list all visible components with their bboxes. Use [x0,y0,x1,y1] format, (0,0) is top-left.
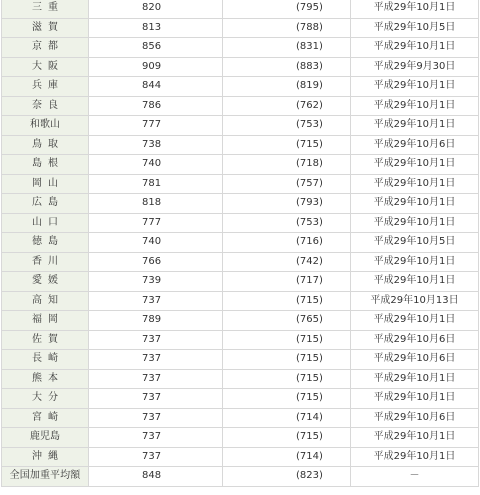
prefecture-cell: 大阪 [2,57,89,77]
prefecture-cell: 愛媛 [2,272,89,292]
wage-cell: 737 [89,447,223,467]
effective-date-cell: 平成29年10月1日 [351,194,479,214]
table-row [2,330,479,350]
effective-date-cell: － [351,467,479,487]
effective-date-cell: 平成29年10月1日 [351,77,479,97]
effective-date-cell: 平成29年10月5日 [351,233,479,253]
effective-date-cell: 平成29年10月1日 [351,389,479,409]
effective-date-cell: 平成29年10月6日 [351,330,479,350]
prefecture-cell: 滋賀 [2,18,89,38]
minimum-wage-table [1,0,479,487]
previous-wage-cell: (715) [223,428,351,448]
prefecture-cell: 鳥取 [2,135,89,155]
table-row [2,77,479,97]
previous-wage-cell: (883) [223,57,351,77]
wage-cell: 820 [89,0,223,18]
prefecture-cell: 長崎 [2,350,89,370]
prefecture-cell: 沖縄 [2,447,89,467]
prefecture-cell: 山口 [2,213,89,233]
wage-cell: 737 [89,389,223,409]
table-row [2,272,479,292]
effective-date-cell: 平成29年9月30日 [351,57,479,77]
previous-wage-cell: (716) [223,233,351,253]
previous-wage-cell: (795) [223,0,351,18]
effective-date-cell: 平成29年10月1日 [351,311,479,331]
prefecture-cell: 高知 [2,291,89,311]
table-row [2,155,479,175]
wage-cell: 737 [89,350,223,370]
wage-cell: 740 [89,233,223,253]
effective-date-cell: 平成29年10月1日 [351,369,479,389]
effective-date-cell: 平成29年10月6日 [351,350,479,370]
wage-cell: 848 [89,467,223,487]
effective-date-cell: 平成29年10月1日 [351,213,479,233]
table-row [2,96,479,116]
wage-cell: 856 [89,38,223,58]
prefecture-cell: 香川 [2,252,89,272]
prefecture-cell: 三重 [2,0,89,18]
effective-date-cell: 平成29年10月1日 [351,116,479,136]
table-row [2,0,479,18]
previous-wage-cell: (819) [223,77,351,97]
table-row [2,135,479,155]
wage-cell: 737 [89,369,223,389]
prefecture-cell: 兵庫 [2,77,89,97]
wage-cell: 818 [89,194,223,214]
effective-date-cell: 平成29年10月13日 [351,291,479,311]
table-row [2,18,479,38]
prefecture-cell: 鹿児島 [2,428,89,448]
effective-date-cell: 平成29年10月1日 [351,272,479,292]
wage-cell: 777 [89,116,223,136]
prefecture-cell: 熊本 [2,369,89,389]
wage-cell: 777 [89,213,223,233]
effective-date-cell: 平成29年10月1日 [351,447,479,467]
previous-wage-cell: (715) [223,369,351,389]
wage-cell: 737 [89,330,223,350]
wage-table-body [2,0,479,486]
prefecture-cell: 京都 [2,38,89,58]
table-row [2,213,479,233]
wage-cell: 738 [89,135,223,155]
table-row [2,311,479,331]
table-row [2,467,479,487]
table-row [2,252,479,272]
table-row [2,350,479,370]
previous-wage-cell: (765) [223,311,351,331]
previous-wage-cell: (823) [223,467,351,487]
effective-date-cell: 平成29年10月6日 [351,135,479,155]
effective-date-cell: 平成29年10月1日 [351,428,479,448]
wage-table-container [1,0,478,487]
table-row [2,174,479,194]
previous-wage-cell: (762) [223,96,351,116]
wage-cell: 737 [89,408,223,428]
effective-date-cell: 平成29年10月1日 [351,38,479,58]
table-row [2,369,479,389]
previous-wage-cell: (753) [223,116,351,136]
previous-wage-cell: (715) [223,135,351,155]
table-row [2,38,479,58]
previous-wage-cell: (714) [223,447,351,467]
wage-cell: 813 [89,18,223,38]
previous-wage-cell: (715) [223,291,351,311]
effective-date-cell: 平成29年10月1日 [351,174,479,194]
effective-date-cell: 平成29年10月1日 [351,252,479,272]
prefecture-cell: 徳島 [2,233,89,253]
previous-wage-cell: (753) [223,213,351,233]
effective-date-cell: 平成29年10月1日 [351,96,479,116]
previous-wage-cell: (793) [223,194,351,214]
previous-wage-cell: (718) [223,155,351,175]
previous-wage-cell: (788) [223,18,351,38]
previous-wage-cell: (714) [223,408,351,428]
wage-cell: 844 [89,77,223,97]
prefecture-cell: 奈良 [2,96,89,116]
table-row [2,194,479,214]
prefecture-cell: 宮崎 [2,408,89,428]
wage-cell: 789 [89,311,223,331]
effective-date-cell: 平成29年10月6日 [351,408,479,428]
prefecture-cell: 和歌山 [2,116,89,136]
prefecture-cell: 大分 [2,389,89,409]
effective-date-cell: 平成29年10月1日 [351,0,479,18]
table-row [2,233,479,253]
previous-wage-cell: (715) [223,330,351,350]
table-row [2,428,479,448]
table-row [2,408,479,428]
wage-cell: 781 [89,174,223,194]
table-row [2,389,479,409]
prefecture-cell: 岡山 [2,174,89,194]
previous-wage-cell: (757) [223,174,351,194]
table-row [2,291,479,311]
wage-cell: 786 [89,96,223,116]
effective-date-cell: 平成29年10月1日 [351,155,479,175]
table-row [2,116,479,136]
previous-wage-cell: (715) [223,389,351,409]
wage-cell: 739 [89,272,223,292]
table-row [2,447,479,467]
prefecture-cell: 福岡 [2,311,89,331]
prefecture-cell: 広島 [2,194,89,214]
prefecture-cell: 全国加重平均額 [2,467,89,487]
prefecture-cell: 佐賀 [2,330,89,350]
wage-cell: 740 [89,155,223,175]
table-row [2,57,479,77]
effective-date-cell: 平成29年10月5日 [351,18,479,38]
wage-cell: 909 [89,57,223,77]
previous-wage-cell: (715) [223,350,351,370]
wage-cell: 737 [89,428,223,448]
previous-wage-cell: (717) [223,272,351,292]
wage-cell: 737 [89,291,223,311]
prefecture-cell: 島根 [2,155,89,175]
previous-wage-cell: (831) [223,38,351,58]
previous-wage-cell: (742) [223,252,351,272]
wage-cell: 766 [89,252,223,272]
